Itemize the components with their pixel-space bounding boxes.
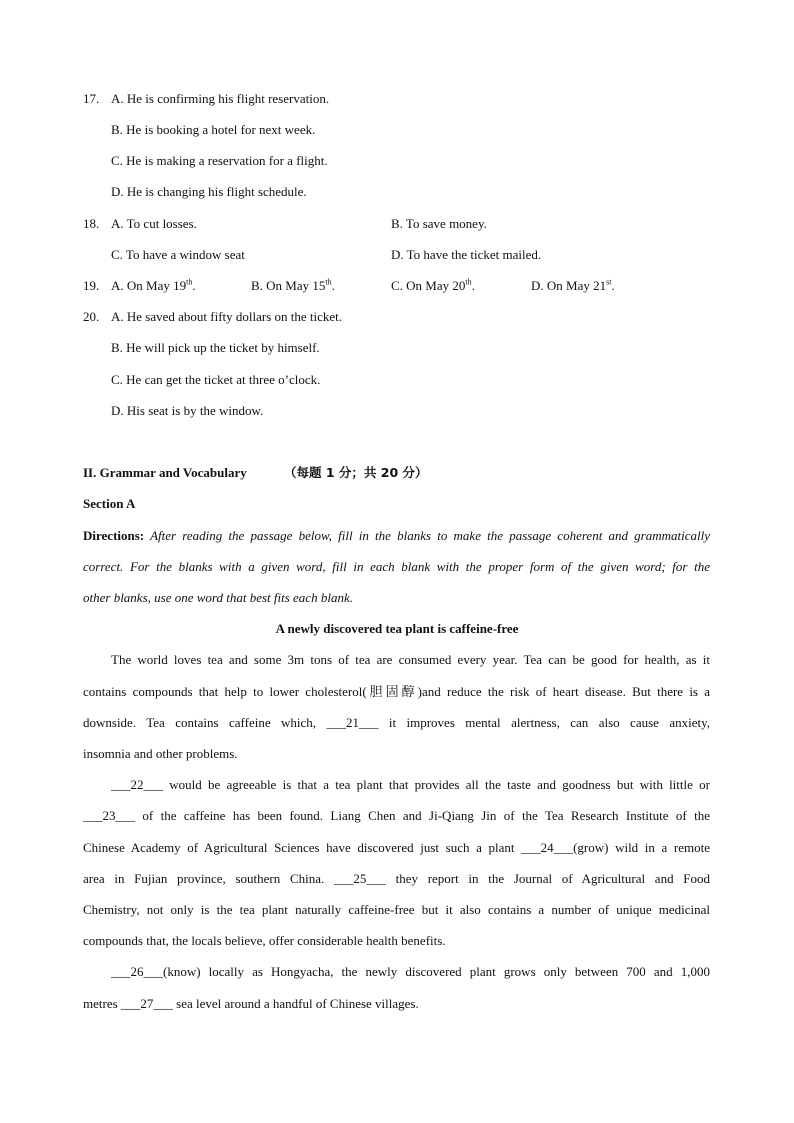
question-number-19: 19. bbox=[83, 278, 100, 293]
q19-option-a: A. On May 19th. bbox=[111, 277, 196, 293]
passage-p1-line-1: The world loves tea and some 3m tons of tea are consumed every year. Tea can be good for health, as it bbox=[111, 652, 710, 667]
passage-p2-line-5: Chemistry, not only is the tea plant naturally caffeine-free but it also contains a number of unique medicinal bbox=[83, 902, 710, 917]
directions-line-3: other blanks, use one word that best fits each blank. bbox=[83, 590, 353, 605]
passage-p1-line-3: downside. Tea contains caffeine which, ___21___ it improves mental alertness, can also cause anxiety, bbox=[83, 715, 710, 730]
passage-p3-line-1: ___26___(know) locally as Hongyacha, the newly discovered plant grows only between 700 and 1,000 bbox=[111, 964, 710, 979]
question-number-17: 17. bbox=[83, 91, 100, 106]
q17-option-b: B. He is booking a hotel for next week. bbox=[111, 122, 316, 137]
q18-option-a: A. To cut losses. bbox=[111, 216, 197, 231]
q20-option-a: A. He saved about fifty dollars on the ticket. bbox=[111, 309, 343, 324]
question-number-20: 20. bbox=[83, 309, 100, 324]
passage-p3-line-2: metres ___27___ sea level around a handful of Chinese villages. bbox=[83, 996, 419, 1011]
passage-title: A newly discovered tea plant is caffeine-free bbox=[275, 621, 519, 636]
q18-option-c: C. To have a window seat bbox=[111, 247, 245, 262]
passage-p1-line-4: insomnia and other problems. bbox=[83, 746, 238, 761]
directions-line-1: Directions: After reading the passage below, fill in the blanks to make the passage coherent and grammatically bbox=[83, 528, 711, 543]
section-score: （每题 1 分；共 20 分） bbox=[284, 465, 428, 480]
q19-option-d: D. On May 21st. bbox=[531, 277, 615, 293]
passage-p2-line-3: Chinese Academy of Agricultural Sciences have discovered just such a plant ___24___(grow) wild in a remote bbox=[83, 840, 710, 855]
q17-option-d: D. He is changing his flight schedule. bbox=[111, 184, 307, 199]
passage-p2-line-4: area in Fujian province, southern China. ___25___ they report in the Journal of Agricultural and Food bbox=[83, 871, 710, 886]
q18-option-b: B. To save money. bbox=[391, 216, 487, 231]
q17-option-a: A. He is confirming his flight reservation. bbox=[111, 91, 330, 106]
directions-label: Directions: bbox=[83, 528, 145, 543]
subsection-heading: Section A bbox=[83, 496, 136, 511]
q18-option-d: D. To have the ticket mailed. bbox=[391, 247, 542, 262]
passage-p2-line-6: compounds that, the locals believe, offer considerable health benefits. bbox=[83, 933, 446, 948]
question-number-18: 18. bbox=[83, 216, 100, 231]
passage-p1-line-2: contains compounds that help to lower cholesterol(胆固醇)and reduce the risk of heart disease. But there is a bbox=[83, 684, 710, 699]
q19-option-b: B. On May 15th. bbox=[251, 277, 335, 293]
section-heading: II. Grammar and Vocabulary bbox=[83, 465, 247, 480]
q19-option-c: C. On May 20th. bbox=[391, 277, 475, 293]
passage-p2-line-1: ___22___ would be agreeable is that a tea plant that provides all the taste and goodness but with little or bbox=[111, 777, 710, 792]
q20-option-c: C. He can get the ticket at three o’clock. bbox=[111, 372, 321, 387]
q20-option-b: B. He will pick up the ticket by himself. bbox=[111, 340, 320, 355]
directions-line-2: correct. For the blanks with a given word, fill in each blank with the proper form of the given word; for the bbox=[83, 559, 710, 574]
q20-option-d: D. His seat is by the window. bbox=[111, 403, 264, 418]
q17-option-c: C. He is making a reservation for a flight. bbox=[111, 153, 328, 168]
passage-p2-line-2: ___23___ of the caffeine has been found. Liang Chen and Ji-Qiang Jin of the Tea Research Institute of the bbox=[83, 808, 710, 823]
